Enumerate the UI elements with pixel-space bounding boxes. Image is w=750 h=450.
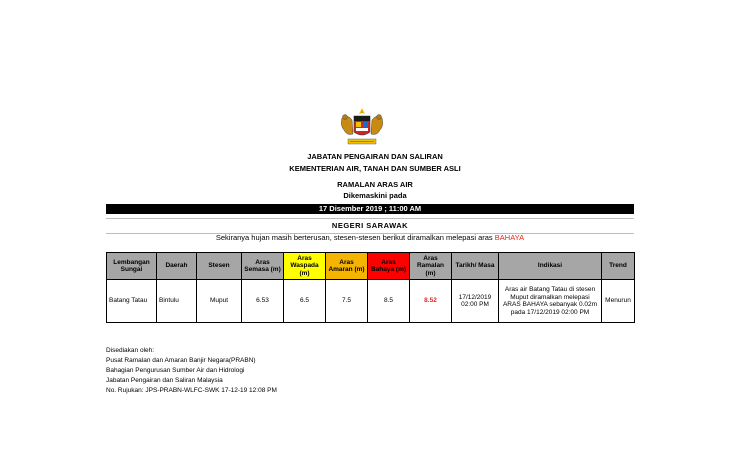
col-daerah: Daerah: [157, 253, 197, 280]
region-heading: NEGERI SARAWAK: [106, 218, 634, 234]
col-semasa: Aras Semasa (m): [242, 253, 284, 280]
coat-of-arms-logo: [332, 106, 392, 150]
col-tarikh: Tarikh/ Masa: [452, 253, 499, 280]
cell-lembangan: Batang Tatau: [107, 280, 157, 323]
ministry-name: KEMENTERIAN AIR, TANAH DAN SUMBER ASLI: [289, 164, 461, 173]
updated-datetime-bar: 17 Disember 2019 ; 11:00 AM: [106, 204, 634, 214]
col-indikasi: Indikasi: [499, 253, 602, 280]
page-subtitle: Dikemaskini pada: [343, 191, 407, 200]
forecast-notice: [106, 233, 634, 242]
footer-reference: No. Rujukan: JPS-PRABN-WLFC-SWK 17-12-19 12:08 PM: [106, 387, 277, 394]
cell-amaran: 7.5: [326, 280, 368, 323]
cell-semasa: 6.53: [242, 280, 284, 323]
col-lembangan: Lembangan Sungai: [107, 253, 157, 280]
col-trend: Trend: [602, 253, 635, 280]
cell-trend: Menurun: [602, 280, 635, 323]
notice-text: Sekiranya hujan masih berterusan, stesen-stesen berikut diramalkan melepasi aras: [215, 233, 495, 242]
notice-highlight: BAHAYA: [494, 233, 525, 242]
col-stesen: Stesen: [197, 253, 242, 280]
footer-department: Jabatan Pengairan dan Saliran Malaysia: [106, 377, 223, 384]
cell-tarikh: 17/12/2019 02:00 PM: [452, 280, 499, 323]
footer-prepared-by: Disediakan oleh:: [106, 347, 155, 354]
col-bahaya: Aras Bahaya (m): [368, 253, 410, 280]
table-row: [107, 280, 635, 323]
cell-ramalan: 8.52: [410, 280, 452, 323]
cell-daerah: Bintulu: [157, 280, 197, 323]
col-ramalan: Aras Ramalan (m): [410, 253, 452, 280]
page-title: RAMALAN ARAS AIR: [337, 180, 413, 189]
cell-bahaya: 8.5: [368, 280, 410, 323]
footer-info: [106, 346, 277, 396]
department-name: JABATAN PENGAIRAN DAN SALIRAN: [307, 152, 443, 161]
col-waspada: Aras Waspada (m): [284, 253, 326, 280]
table-header-row: [107, 253, 635, 280]
col-amaran: Aras Amaran (m): [326, 253, 368, 280]
cell-indikasi: Aras air Batang Tatau di stesen Muput diramalkan melepasi ARAS BAHAYA sebanyak 0.02m pada 17/12/2019 02:00 PM: [499, 280, 602, 323]
cell-stesen: Muput: [197, 280, 242, 323]
footer-agency: Pusat Ramalan dan Amaran Banjir Negara(PRABN): [106, 357, 256, 364]
footer-division: Bahagian Pengurusan Sumber Air dan Hidrologi: [106, 367, 245, 374]
forecast-table: [106, 252, 635, 323]
cell-waspada: 6.5: [284, 280, 326, 323]
